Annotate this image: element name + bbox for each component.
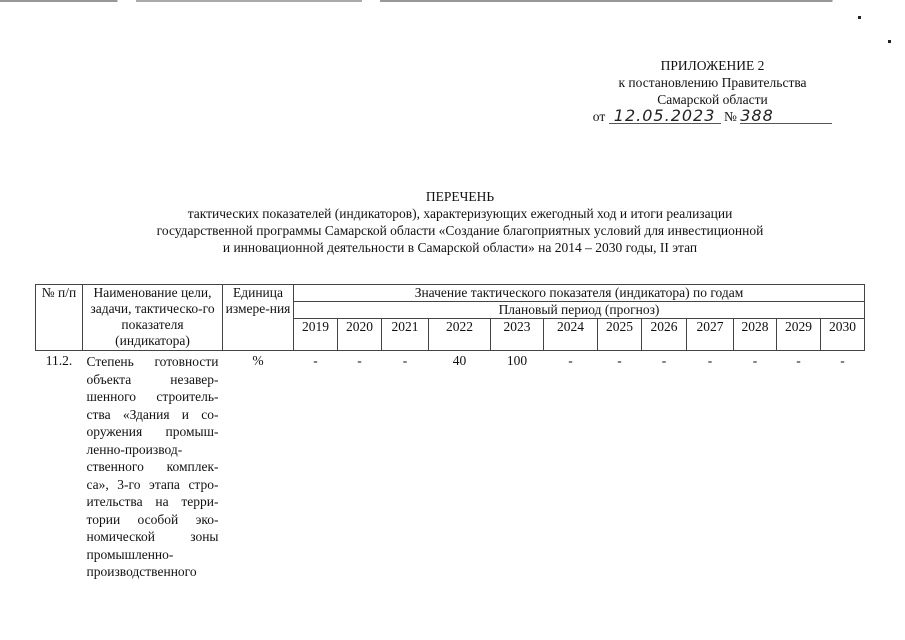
- header-row: [36, 285, 865, 302]
- year: 2026: [642, 319, 687, 351]
- row-name: Степень готовности объекта незавер-шенного строитель-ства «Здания и со-оружения промыш-ленно-производ-ственного комплек-са», 3-го этапа стро-ительства на терри-тории особой эко-номической зоны промышленно-производственного: [86, 354, 219, 579]
- year: 2029: [777, 319, 821, 351]
- year: 2021: [382, 319, 429, 351]
- year: 2023: [491, 319, 544, 351]
- header-name: Наименование цели, задачи, тактическо-го показателя (индикатора): [83, 285, 223, 351]
- appendix-line1: к постановлению Правительства: [618, 75, 807, 90]
- row-value: 40: [452, 353, 467, 368]
- row-value: 100: [506, 353, 528, 368]
- row-value: -: [796, 353, 801, 368]
- year: 2030: [821, 319, 865, 351]
- header-values: Значение тактического показателя (индикатора) по годам: [294, 285, 865, 302]
- row-num: 11.2.: [45, 353, 73, 368]
- scan-speck: [888, 40, 891, 43]
- year: 2020: [338, 319, 382, 351]
- year: 2024: [544, 319, 598, 351]
- signed-date: 12.05.2023: [609, 109, 721, 124]
- row-value: -: [840, 353, 845, 368]
- year: 2027: [687, 319, 734, 351]
- signed-number: 388: [740, 109, 832, 124]
- row-value: -: [661, 353, 667, 368]
- header-num: № п/п: [36, 285, 83, 351]
- year: 2025: [598, 319, 642, 351]
- row-value: -: [568, 353, 573, 368]
- year: 2019: [294, 319, 338, 351]
- heading-title: ПЕРЕЧЕНЬ: [425, 189, 495, 204]
- row-value: -: [313, 353, 318, 368]
- indicators-table: [35, 284, 865, 581]
- document-heading: ПЕРЕЧЕНЬ тактических показателей (индикаторов), характеризующих ежегодный ход и итоги реализации государственной программы Самарской области «Создание благоприятных условий для инвестиционной и инновационной деятельности в Самарской области» на 2014 – 2030 годы, II этап: [90, 188, 830, 256]
- row-unit: %: [252, 353, 264, 368]
- row-value: -: [752, 353, 758, 368]
- header-unit: Единица измере-ния: [223, 285, 294, 351]
- year: 2022: [429, 319, 491, 351]
- row-value: -: [707, 353, 713, 368]
- row-value: -: [617, 353, 622, 368]
- scan-edge: [0, 0, 905, 2]
- row-value: -: [357, 353, 362, 368]
- appendix-date-line: от 12.05.2023 № 388: [585, 108, 840, 125]
- header-planned: Плановый период (прогноз): [294, 302, 865, 319]
- appendix-line2: Самарской области: [657, 92, 768, 107]
- table-row: [36, 351, 865, 581]
- appendix-title: ПРИЛОЖЕНИЕ 2: [660, 58, 765, 73]
- row-value: -: [402, 353, 408, 368]
- year: 2028: [734, 319, 777, 351]
- appendix-block: [585, 57, 840, 125]
- scan-speck: [858, 16, 861, 19]
